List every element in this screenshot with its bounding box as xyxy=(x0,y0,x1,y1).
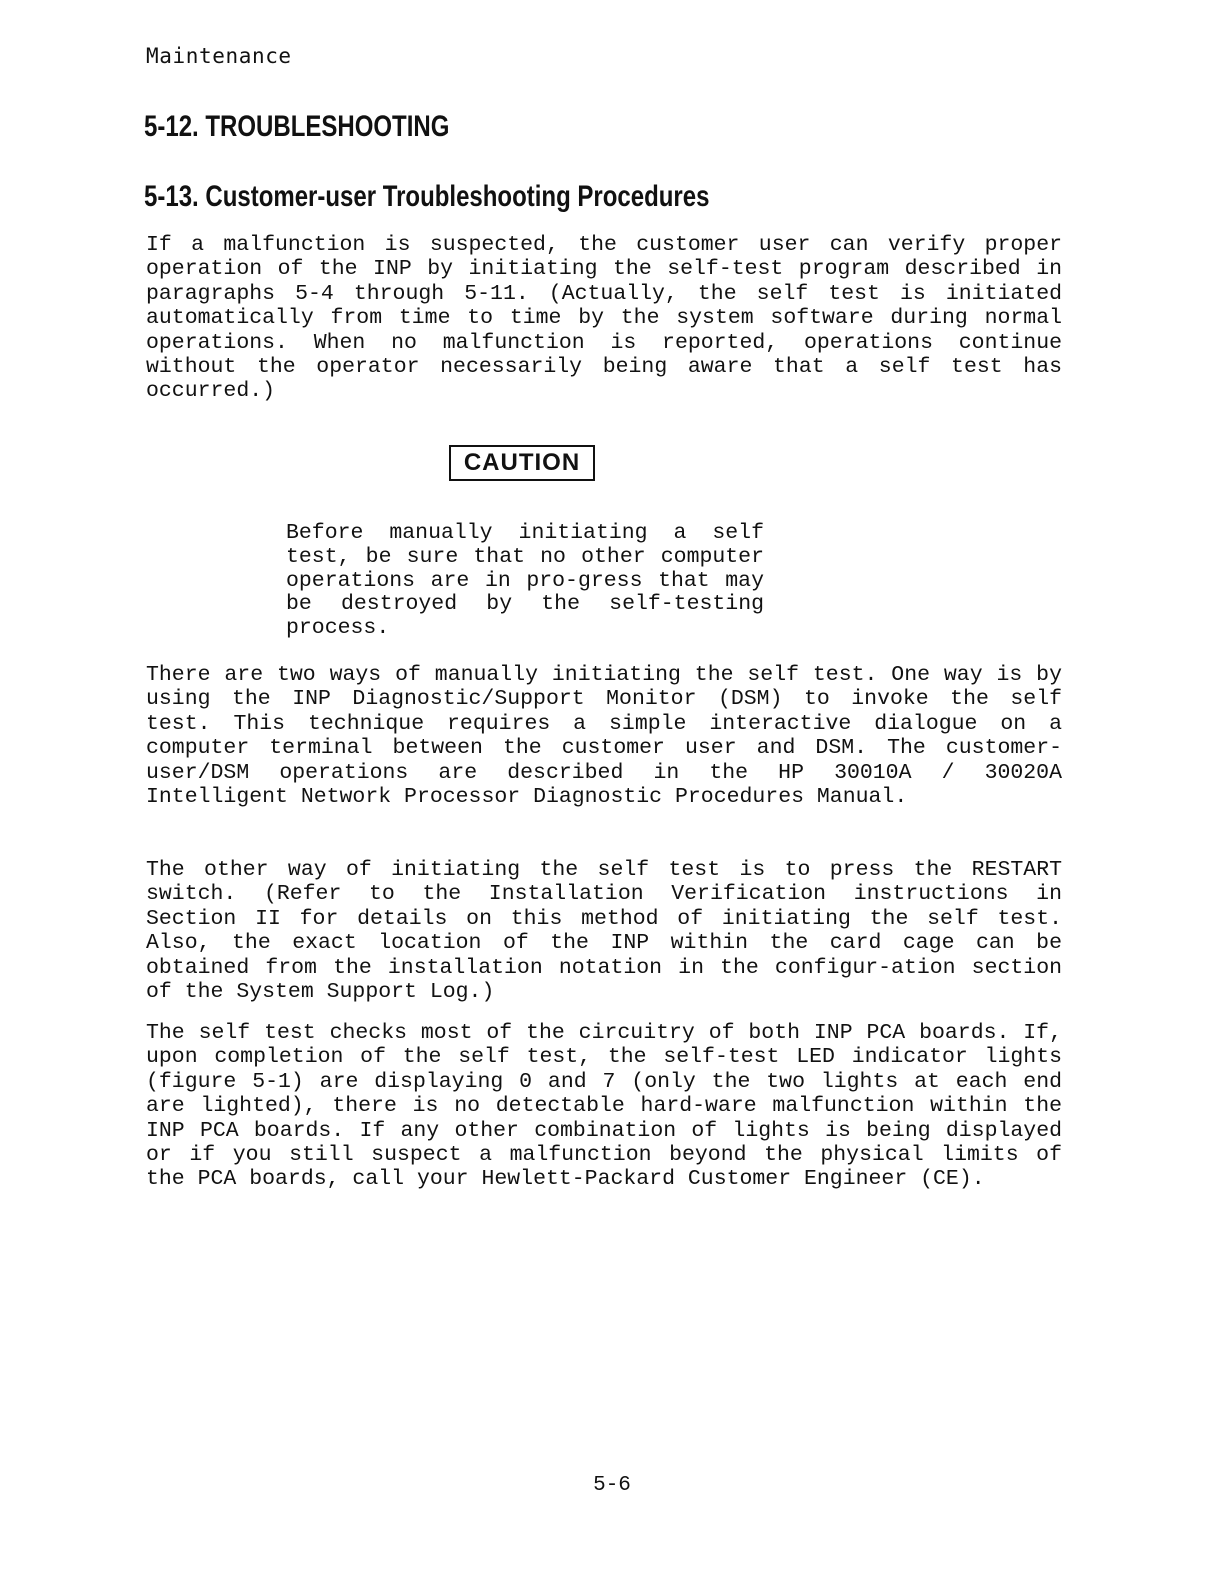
paragraph-intro: If a malfunction is suspected, the customer user can verify proper operation of the INP by initiating the self-test program described in paragraphs 5-4 through 5-11. (Actually, the self test is initiated automatically from time to time by the system software during normal operations. When no malfunction is reported, operations continue without the operator necessarily being aware that a self test has occurred.) xyxy=(146,233,1062,404)
paragraph-self-test-results: The self test checks most of the circuitry of both INP PCA boards. If, upon completion of the self test, the self-test LED indicator lights (figure 5-1) are displaying 0 and 7 (only the two lights at each end are lighted), there is no detectable hard-ware malfunction within the INP PCA boards. If any other combination of lights is being displayed or if you still suspect a malfunction beyond the physical limits of the PCA boards, call your Hewlett-Packard Customer Engineer (CE). xyxy=(146,1021,1062,1192)
section-heading: 5-12. TROUBLESHOOTING xyxy=(144,110,450,143)
running-head: Maintenance xyxy=(146,44,292,68)
subsection-heading: 5-13. Customer-user Troubleshooting Procedures xyxy=(144,180,710,213)
caution-label: CAUTION xyxy=(449,445,595,481)
paragraph-restart: The other way of initiating the self test is to press the RESTART switch. (Refer to the Installation Verification instructions in Section II for details on this method of initiating the self test. Also, the exact location of the INP within the card cage can be obtained from the installation notation in the configur-ation section of the System Support Log.) xyxy=(146,858,1062,1005)
page-number: 5-6 xyxy=(593,1474,631,1497)
caution-text: Before manually initiating a self test, be sure that no other computer operations are in pro-gress that may be destroyed by the self-testing process. xyxy=(286,521,764,641)
paragraph-dsm: There are two ways of manually initiating the self test. One way is by using the INP Diagnostic/Support Monitor (DSM) to invoke the self test. This technique requires a simple interactive dialogue on a computer terminal between the customer user and DSM. The customer-user/DSM operations are described in the HP 30010A / 30020A Intelligent Network Processor Diagnostic Procedures Manual. xyxy=(146,663,1062,810)
